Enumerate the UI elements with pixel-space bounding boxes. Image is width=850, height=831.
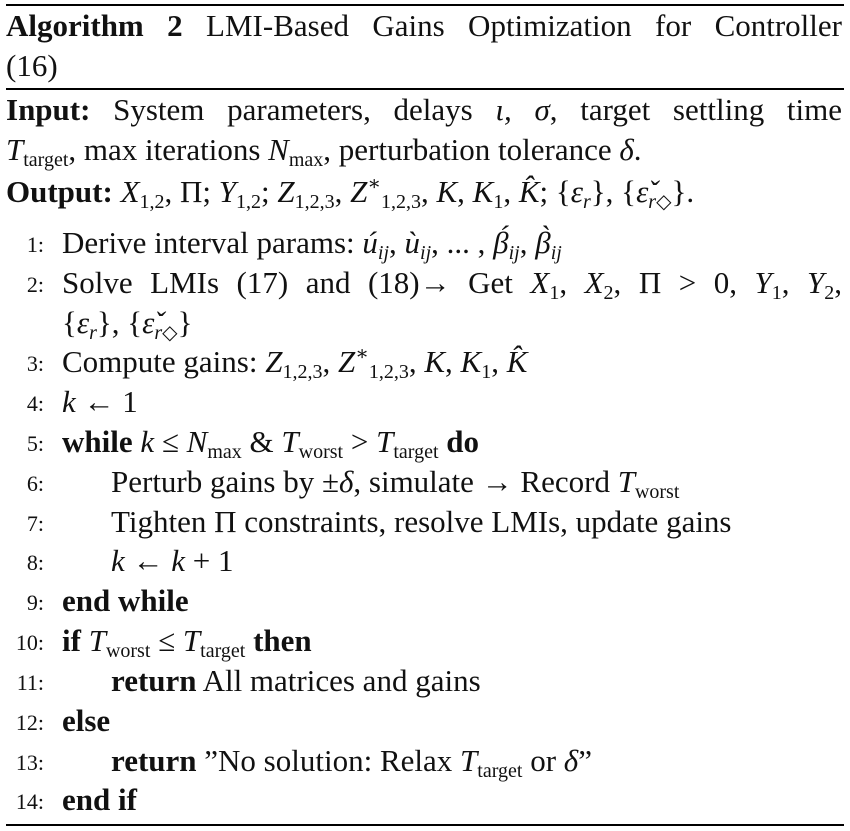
end-if-keyword: end if — [62, 782, 137, 817]
step-1: 1: Derive interval params: $ú_{ij}$, $ù_{ij}$, ... , $\betá_{ij}$, $\betà_{ij}$ — [26, 225, 562, 264]
step-6: 6: Perturb gains by ±δ, simulate → Record $T_{worst}$ — [26, 464, 680, 503]
line-number: 3: — [26, 351, 44, 376]
step-2: 2: Solve LMIs (17) and (18)→ Get $X_1$, $X_2$, Π > 0, $Y_1$, $Y_2$, — [26, 265, 842, 304]
line-number: 6: — [26, 471, 44, 496]
step-11: 11: return All matrices and gains — [0, 661, 850, 701]
line-number: 5: — [26, 431, 44, 456]
line-number: 4: — [26, 391, 44, 416]
return-keyword: return — [111, 743, 197, 778]
step-3: 3: Compute gains: $Z_{1,2,3}$, $Z^∗_{1,2,3}$, K, $K_1$, K̂ — [26, 343, 528, 383]
bottom-rule — [6, 824, 844, 826]
step-7 — [0, 502, 850, 542]
line-number: 2: — [26, 272, 44, 297]
else-keyword: else — [62, 703, 111, 738]
step-4: 4: k ← 1 — [0, 382, 850, 422]
step-14 — [0, 780, 850, 820]
step-8: 8: k ← k + 1 — [0, 541, 850, 581]
line-number: 11: — [16, 670, 44, 695]
do-keyword: do — [446, 424, 480, 459]
step-2-continued: $\{\varepsilon_r\}$, $\{\varepsiloň_{r◇}\}$ — [62, 305, 193, 344]
step-9 — [0, 581, 850, 621]
step-10: 10: if $T_{worst} \le T_{target}$ then — [15, 623, 312, 662]
algorithm-caption — [6, 6, 842, 86]
step-13: 13: return ”No solution: Relax $T_{target}$ or δ” — [15, 743, 592, 782]
output-line: Output: $X_{1,2}$, Π; $Y_{1,2}$; $Z_{1,2,3}$, $Z^∗_{1,2,3}$, K, $K_1$, K̂; $\{\varepsilon_r\}$, $\{\varepsiloň_{r◇}\}$. — [6, 173, 695, 213]
end-while-keyword: end while — [62, 583, 189, 618]
input-line-2: $T_{target}$, max iterations $N_{max}$, perturbation tolerance δ. — [6, 132, 642, 171]
line-number: 1: — [26, 232, 44, 257]
input-line-1: Input: System parameters, delays ι, σ, target settling time — [6, 92, 842, 127]
input-label: Input: — [6, 92, 91, 127]
line-number: 8: — [26, 550, 44, 575]
line-number: 14: — [15, 789, 44, 814]
line-number: 13: — [15, 750, 44, 775]
output-label: Output: — [6, 174, 113, 209]
while-keyword: while — [62, 424, 133, 459]
return-keyword: return — [111, 663, 197, 698]
line-number: 10: — [15, 630, 44, 655]
step-12 — [0, 701, 850, 741]
algorithm-title: LMI-Based Gains Optimization for Controller — [206, 8, 842, 43]
line-number: 12: — [15, 710, 44, 735]
if-keyword: if — [62, 623, 81, 658]
step-5: 5: while $k \le N_{max}$ & $T_{worst} > T_{target}$ do — [26, 424, 480, 463]
line-number: 9: — [26, 590, 44, 615]
line-number: 7: — [26, 511, 44, 536]
step-7-text: Tighten Π constraints, resolve LMIs, update gains — [111, 504, 732, 539]
then-keyword: then — [253, 623, 312, 658]
algorithm-label: Algorithm 2 — [6, 8, 183, 43]
algorithm-title-line2: (16) — [6, 48, 58, 83]
